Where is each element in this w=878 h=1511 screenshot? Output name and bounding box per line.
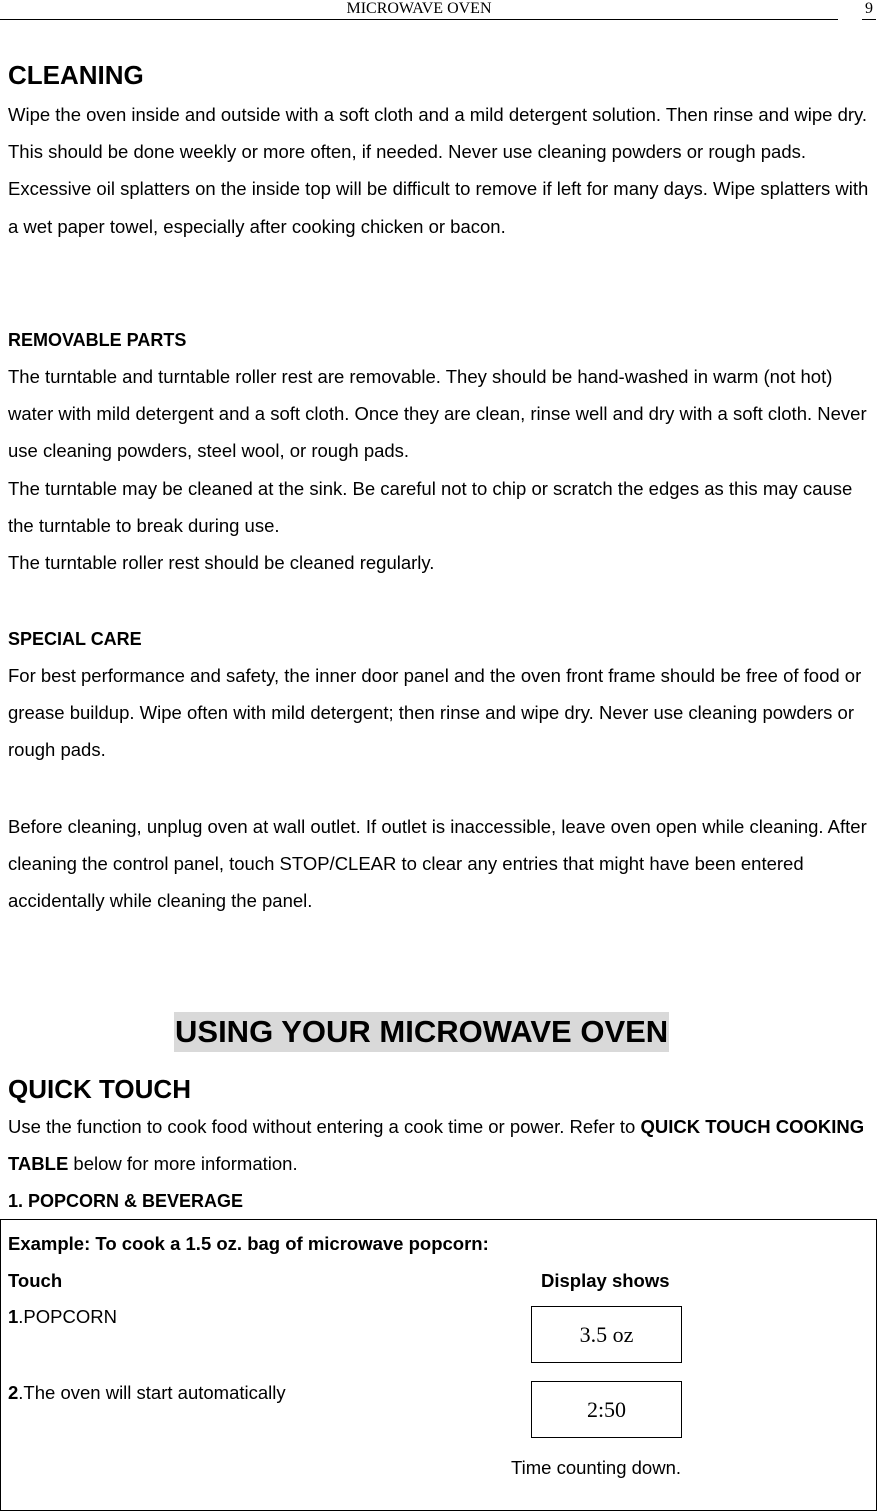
quick-touch-paragraph [8, 1108, 874, 1182]
display-box-2: 2:50 [531, 1381, 682, 1438]
step-1-text: .POPCORN [18, 1306, 117, 1327]
touch-column-header: Touch [8, 1270, 63, 1291]
step-2 [8, 1382, 286, 1404]
page-number-rule [862, 19, 876, 20]
popcorn-beverage-subheading: 1. POPCORN & BEVERAGE [8, 1191, 244, 1211]
display-column-header: Display shows [541, 1270, 670, 1291]
header-rule [0, 19, 838, 20]
removable-parts-paragraph: The turntable and turntable roller rest are removable. They should be hand-washed in warm (not hot) water with mild detergent and a soft cloth. Once they are clean, rinse well and dry with a soft cloth. Never use cleaning powders, steel wool, or rough pads. The turntable may be cleaned at the sink. Be careful not to chip or scratch the edges as this may cause the turntable to break during use. The turntable roller rest should be cleaned regularly. [8, 366, 867, 574]
special-care-paragraph-2: Before cleaning, unplug oven at wall outlet. If outlet is inaccessible, leave oven open while cleaning. After cleaning the control panel, touch STOP/CLEAR to clear any entries that might have been entered accidentally while cleaning the panel. [8, 816, 867, 912]
cleaning-paragraph: Wipe the oven inside and outside with a soft cloth and a mild detergent solution. Then rinse and wipe dry. This should be done weekly or more often, if needed. Never use cleaning powders or rough pads. Excessive oil splatters on the inside top will be difficult to remove if left for many days. Wipe splatters with a wet paper towel, especially after cooking chicken or bacon. [8, 104, 869, 237]
step-2-text: .The oven will start automatically [18, 1382, 286, 1403]
cleaning-heading: CLEANING [8, 60, 144, 90]
quick-touch-text-after: below for more information. [68, 1153, 298, 1175]
header-title: MICROWAVE OVEN [346, 0, 492, 17]
removable-parts-heading: REMOVABLE PARTS [8, 330, 187, 350]
step-1 [8, 1306, 117, 1328]
step-2-number: 2 [8, 1382, 19, 1403]
quick-touch-heading: QUICK TOUCH [8, 1074, 191, 1104]
quick-touch-text-before: Use the function to cook food without entering a cook time or power. Refer to [8, 1116, 641, 1137]
special-care-paragraph-1: For best performance and safety, the inner door panel and the oven front frame should be free of food or grease buildup. Wipe often with mild detergent; then rinse and wipe dry. Never use cleaning powders or rough pads. [8, 665, 862, 761]
display-box-1: 3.5 oz [531, 1306, 682, 1363]
time-counting-note: Time counting down. [511, 1457, 682, 1478]
quick-touch-table-reference: QUICK TOUCH COOKING TABLE [8, 1116, 865, 1175]
section-banner-using-microwave: USING YOUR MICROWAVE OVEN [174, 1012, 669, 1052]
example-title: Example: To cook a 1.5 oz. bag of microwave popcorn: [8, 1233, 489, 1254]
page-number: 9 [865, 0, 873, 17]
step-1-number: 1 [8, 1306, 19, 1327]
example-box [0, 1219, 877, 1511]
special-care-heading: SPECIAL CARE [8, 629, 142, 649]
